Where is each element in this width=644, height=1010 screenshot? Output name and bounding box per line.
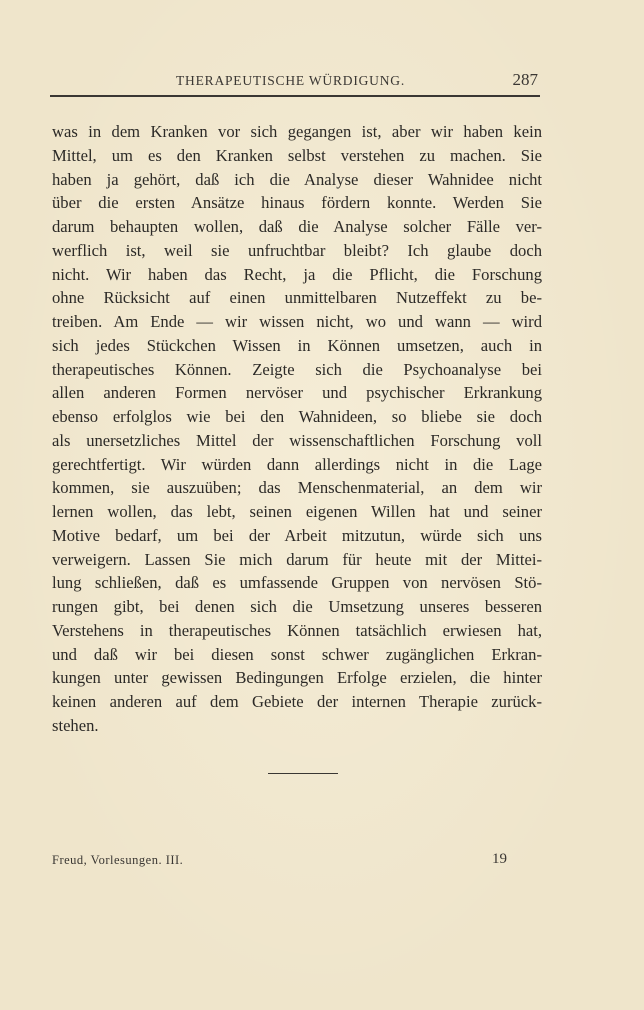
text-line: was in dem Kranken vor sich gegangen ist, aber wir haben kein xyxy=(52,122,542,141)
text-line: allen anderen Formen nervöser und psychischer Erkrankung xyxy=(52,383,542,403)
text-line: als unersetzliches Mittel der wissenschaftlichen Forschung voll xyxy=(52,430,542,450)
text-line: keinen anderen auf dem Gebiete der internen Therapie zurück- xyxy=(52,692,542,711)
text-line-last: stehen. xyxy=(52,715,99,735)
page-number: 287 xyxy=(512,70,538,89)
text-line: gerechtfertigt. Wir würden dann allerdings nicht in die Lage xyxy=(52,454,542,474)
footer-signature: Freud, Vorlesungen. III. xyxy=(52,853,184,867)
text-line: therapeutisches Können. Zeigte sich die Psychoanalyse bei xyxy=(52,359,542,379)
section-end-rule xyxy=(268,773,338,774)
text-line: über die ersten Ansätze hinaus fördern konnte. Werden Sie xyxy=(52,193,542,213)
text-line: haben ja gehört, daß ich die Analyse dieser Wahnidee nicht xyxy=(52,169,542,189)
running-head xyxy=(50,70,540,97)
text-line: rungen gibt, bei denen sich die Umsetzung unseres besseren xyxy=(52,597,542,616)
text-line: treiben. Am Ende — wir wissen nicht, wo und wann — wird xyxy=(52,312,542,331)
text-line: Verstehens in therapeutisches Können tatsächlich erwiesen hat, xyxy=(52,620,542,640)
text-line: lung schließen, daß es umfassende Gruppen von nervösen Stö- xyxy=(52,573,542,593)
body-text xyxy=(52,120,542,738)
text-line: ohne Rücksicht auf einen unmittelbaren Nutzeffekt zu be- xyxy=(52,288,542,308)
text-line: Motive bedarf, um bei der Arbeit mitzutun, würde sich uns xyxy=(52,525,542,545)
text-line: sich jedes Stückchen Wissen in Können umsetzen, auch in xyxy=(52,335,542,355)
text-line: Mittel, um es den Kranken selbst verstehen zu machen. Sie xyxy=(52,145,542,165)
text-line: ebenso erfolglos wie bei den Wahnideen, so bliebe sie doch xyxy=(52,407,542,426)
footer-sheet-number: 19 xyxy=(492,851,507,867)
text-line: verweigern. Lassen Sie mich darum für heute mit der Mittei- xyxy=(52,549,542,569)
text-line: lernen wollen, das lebt, seinen eigenen Willen hat und seiner xyxy=(52,502,542,521)
text-line: kungen unter gewissen Bedingungen Erfolge erzielen, die hinter xyxy=(52,668,542,688)
text-line: werflich ist, weil sie unfruchtbar bleibt? Ich glaube doch xyxy=(52,240,542,260)
text-line: darum behaupten wollen, daß die Analyse solcher Fälle ver- xyxy=(52,217,542,236)
text-line: und daß wir bei diesen sonst schwer zugänglichen Erkran- xyxy=(52,644,542,664)
text-line: kommen, sie auszuüben; das Menschenmaterial, an dem wir xyxy=(52,478,542,498)
running-head-title: THERAPEUTISCHE WÜRDIGUNG. xyxy=(176,73,405,88)
text-line: nicht. Wir haben das Recht, ja die Pflicht, die Forschung xyxy=(52,264,542,284)
